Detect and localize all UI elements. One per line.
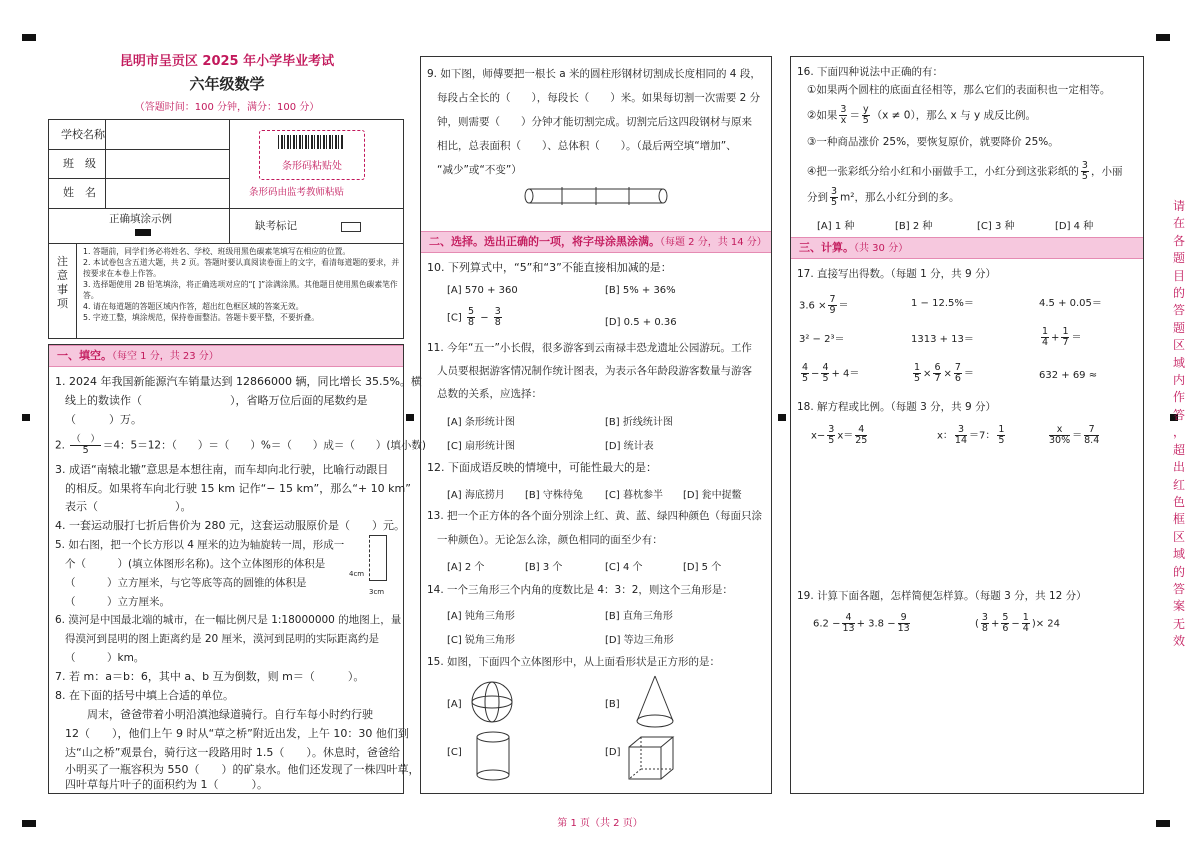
q8-line: 四叶草每片叶子的面积约为 1（ ）。 [65, 778, 268, 791]
registration-mark [406, 414, 414, 421]
side-notice-char: 题 [1172, 251, 1185, 266]
q8-line: 小明买了一瓶容积为 550（ ）的矿泉水。他们还发现了一株四叶草， [65, 763, 420, 776]
q17-line: 17. 直接写出得数。（每题 1 分，共 9 分） [797, 268, 996, 280]
q7-line: 7. 若 m：a＝b：6，其中 a、b 互为倒数，则 m＝（ ）。 [55, 670, 365, 683]
q3-line: 的相反。如果将车向北行驶 15 km 记作“− 15 km”，那么“+ 10 km” [65, 482, 411, 495]
q3-line: 表示（ ）。 [65, 500, 192, 513]
sphere-icon [469, 679, 515, 725]
q11-option-a[interactable]: [A] 条形统计图 [447, 417, 515, 428]
q11-option-d[interactable]: [D] 统计表 [605, 441, 654, 452]
q14-option-c[interactable]: [C] 锐角三角形 [447, 635, 515, 646]
q18-equation-1: x− $\frac{3}{5}$ x＝ $\frac{4}{25}$ [811, 424, 868, 446]
q19-line: 19. 计算下面各题，怎样简便怎样算。（每题 3 分，共 12 分） [797, 590, 1087, 602]
notes-list [83, 246, 401, 323]
subject-title: 六年级数学 [189, 75, 265, 93]
class-label: 班 级 [63, 157, 96, 170]
q17-item: $\frac{4}{5}$ − $\frac{4}{5}$ + 4＝ [802, 362, 860, 384]
cone-icon [633, 673, 677, 731]
side-notice-char: 域 [1172, 547, 1185, 562]
q13-option-c[interactable]: [C] 4 个 [605, 562, 643, 573]
q1-line: （ ）万。 [65, 413, 142, 426]
side-notice-char: 的 [1172, 564, 1185, 579]
q17-item: $\frac{1}{4}$ + $\frac{1}{7}$ ＝ [1042, 326, 1082, 348]
side-notice-char: 出 [1172, 460, 1185, 475]
side-notice-char: 色 [1172, 494, 1185, 509]
q17-item: 1313 + 13＝ [911, 334, 974, 345]
fill-example-swatch [135, 229, 151, 236]
q5-line: （ ）立方厘米。 [65, 596, 170, 608]
fill-example-label: 正确填涂示例 [109, 213, 172, 225]
cylinder-icon [473, 729, 513, 785]
q11-option-c[interactable]: [C] 扇形统计图 [447, 441, 515, 452]
barcode-area [259, 130, 365, 180]
q14-option-b[interactable]: [B] 直角三角形 [605, 611, 673, 622]
q15-option-b[interactable]: [B] [605, 699, 620, 710]
side-notice-char: 目 [1172, 268, 1185, 283]
q15-option-c[interactable]: [C] [447, 747, 462, 758]
barcode-note: 条形码由监考教师粘贴 [249, 187, 345, 198]
q18-equation-2: x： $\frac{3}{14}$ ＝7： $\frac{1}{5}$ [937, 424, 1005, 446]
q10-option-c[interactable]: [C] $\frac{5}{8}$ − $\frac{3}{8}$ [447, 306, 501, 328]
side-notice-char: 无 [1172, 616, 1185, 631]
registration-mark [22, 34, 36, 41]
q8-line: 12（ ），他们上午 9 时从“草之桥”附近出发，上午 10：30 他们到 [65, 727, 409, 740]
side-notice-char: 内 [1172, 373, 1185, 388]
q6-line: 6. 漠河是中国最北端的城市，在一幅比例尺是 1:18000000 的地图上，量 [55, 614, 402, 626]
exam-header [48, 50, 406, 113]
q10-line: 10. 下列算式中，“5”和“3”不能直接相加减的是： [427, 261, 672, 274]
q15-line: 15. 如图，下面四个立体图形中，从上面看形状是正方形的是： [427, 656, 721, 668]
side-notice-char: 的 [1172, 286, 1185, 301]
info-box [48, 119, 404, 339]
side-notice-char: 作 [1172, 390, 1185, 405]
side-notice-char: 红 [1172, 477, 1185, 492]
q16-statement-4b: 分到 $\frac{3}{5}$ m²，那么小红分到的多。 [807, 186, 960, 208]
section1-heading: 一、填空。（每空 1 分，共 23 分） [49, 345, 403, 367]
q12-line: 12. 下面成语反映的情境中，可能性最大的是： [427, 461, 657, 474]
q18-line: 18. 解方程或比例。（每题 3 分，共 9 分） [797, 401, 996, 413]
side-notice-char: 域 [1172, 355, 1185, 370]
fig-height-label: 4cm [349, 570, 365, 578]
side-notice-char: 答 [1172, 581, 1185, 596]
q17-item: 632 + 69 ≈ [1039, 370, 1098, 381]
q1-line: 1. 2024 年我国新能源汽车销量达到 12866000 辆，同比增长 35.5%。横 [55, 375, 422, 388]
absent-mark-box[interactable] [341, 222, 361, 232]
absent-mark-label: 缺考标记 [255, 220, 297, 232]
q13-line: 一种颜色）。无论怎么涂，颜色相同的面至少有： [437, 534, 663, 546]
side-notice-char: 超 [1172, 442, 1185, 457]
q14-option-d[interactable]: [D] 等边三角形 [605, 635, 674, 646]
side-notice-char: 案 [1172, 599, 1185, 614]
registration-mark [22, 414, 30, 421]
side-notice-char: 答 [1172, 303, 1185, 318]
cylinder-rod-figure [521, 185, 671, 207]
time-note: （答题时间：100 分钟，满分：100 分） [134, 102, 320, 113]
q10-option-a[interactable]: [A] 570 + 360 [447, 285, 518, 296]
note-item: 3. 选择题使用 2B 铅笔填涂，将正确选项对应的“[ ]”涂满涂黑。其他题目使用黑色碳素笔作答。 [83, 280, 398, 300]
q8-line: 8. 在下面的括号中填上合适的单位。 [55, 689, 234, 702]
notes-title: 注 意 事 项 [49, 243, 77, 338]
q11-line: 人员要根据游客情况制作统计图表，为表示各年龄段游客数量与游客 [437, 365, 752, 377]
note-item: 4. 请在每道题的答题区域内作答，超出红色框区域的答案无效。 [83, 302, 304, 311]
q11-line: 11. 今年“五一”小长假，很多游客到云南禄丰恐龙遗址公园游玩。工作 [427, 342, 752, 354]
cube-icon [625, 733, 677, 785]
q13-option-a[interactable]: [A] 2 个 [447, 562, 485, 573]
barcode-label: 条形码粘贴处 [282, 161, 342, 172]
q9-line: 9. 如下图，师傅要把一根长 a 米的圆柱形钢材切割成长度相同的 4 段， [427, 68, 761, 80]
side-notice-char: 各 [1172, 233, 1185, 248]
q11-option-b[interactable]: [B] 折线统计图 [605, 417, 673, 428]
side-notice-char: 区 [1172, 338, 1185, 353]
q13-option-b[interactable]: [B] 3 个 [525, 562, 563, 573]
side-notice-char: 在 [1172, 216, 1185, 231]
q11-line: 总数的关系，应选择： [437, 388, 542, 400]
side-notice-char: 题 [1172, 320, 1185, 335]
q13-line: 13. 把一个正方体的各个面分别涂上红、黄、蓝、绿四种颜色（每面只涂 [427, 510, 763, 522]
q16-option-b[interactable]: [B] 2 种 [895, 221, 933, 232]
q16-line: 16. 下面四种说法中正确的有： [797, 66, 944, 78]
q6-line: （ ）km。 [65, 652, 145, 664]
side-notice-char: 框 [1172, 512, 1185, 527]
q13-option-d[interactable]: [D] 5 个 [683, 562, 722, 573]
q17-item: 1 − 12.5%＝ [911, 298, 974, 309]
q16-statement-2: ②如果 $\frac{3}{x}$ ＝ $\frac{y}{5}$ （x ≠ 0），那么 x 与 y 成反比例。 [807, 104, 1036, 126]
q18-equation-3: $\frac{x}{30\%}$ ＝ $\frac{7}{8.4}$ [1049, 424, 1100, 446]
q14-line: 14. 一个三角形三个内角的度数比是 4：3：2，则这个三角形是： [427, 584, 733, 596]
section1-box [48, 344, 427, 794]
section2-heading: 二、选择。选出正确的一项，将字母涂黑涂满。（每题 2 分，共 14 分） [421, 231, 771, 253]
school-label: 学校名称 [61, 128, 105, 141]
column3-box [790, 56, 1144, 794]
registration-mark [778, 414, 786, 421]
q16-statement-1: ①如果两个圆柱的底面直径相等，那么它们的表面积也一定相等。 [807, 84, 1111, 96]
side-notice-char: ， [1172, 425, 1185, 440]
q16-statement-4: ④把一张彩纸分给小红和小丽做手工，小红分到这张彩纸的 $\frac{3}{5}$ ，小丽 [807, 160, 1123, 182]
q12-option-a[interactable]: [A] 海底捞月 [447, 490, 505, 501]
side-notice-char: 请 [1172, 199, 1185, 213]
q10-option-d[interactable]: [D] 0.5 + 0.36 [605, 317, 677, 328]
q4-line: 4. 一套运动服打七折后售价为 280 元，这套运动服原价是（ ）元。 [55, 519, 405, 532]
q5-line: 5. 如右图，把一个长方形以 4 厘米的边为轴旋转一周，形成一 [55, 539, 345, 551]
q12-option-b[interactable]: [B] 守株待兔 [525, 490, 583, 501]
name-label: 姓 名 [63, 186, 96, 199]
q5-line: （ ）立方厘米，与它等底等高的圆锥的体积是 [65, 577, 307, 589]
q16-option-a[interactable]: [A] 1 种 [817, 221, 855, 232]
q2-fraction: $\frac{( )}{5}$ [71, 434, 100, 456]
q17-item: 3.6 × $\frac{7}{9}$ ＝ [799, 294, 849, 316]
registration-mark [1156, 34, 1170, 41]
q2-line: 2. $\frac{( )}{5}$ ＝4：5＝12：（ ）＝（ ）%＝（ ）成＝（ ）(填小数) [55, 434, 427, 456]
q17-item: 4.5 + 0.05＝ [1039, 298, 1102, 309]
q16-statement-3: ③一种商品涨价 25%，要恢复原价，就要降价 25%。 [807, 136, 1059, 148]
column2-box [420, 56, 772, 794]
page-footer: 第 1 页（共 2 页） [557, 818, 643, 829]
q17-item: 3² − 2³＝ [799, 334, 845, 345]
q17-item: $\frac{1}{5}$ × $\frac{6}{7}$ × $\frac{7}{6}$ ＝ [914, 362, 974, 384]
note-item: 5. 字迹工整，填涂规范，保持卷面整洁。答题卡要平整，不要折叠。 [83, 313, 320, 322]
exam-title: 昆明市呈贡区 2025 年小学毕业考试 [119, 54, 335, 69]
q19-expression-2: ( $\frac{3}{8}$ + $\frac{5}{6}$ − $\frac{1}{4}$ )× 24 [975, 612, 1061, 634]
q9-line: 钟，则需要（ ）分钟才能切割完成。切割完后这四段钢材与原来 [437, 116, 752, 128]
q3-line: 3. 成语“南辕北辙”意思是本想往南，而车却向北行驶，比喻行动跟目 [55, 463, 389, 476]
side-notice-char: 区 [1172, 529, 1185, 544]
q15-option-a[interactable]: [A] [447, 699, 462, 710]
side-notice-char: 答 [1172, 407, 1185, 422]
q14-option-a[interactable]: [A] 钝角三角形 [447, 611, 515, 622]
q8-line: 周末，爸爸带着小明沿滇池绿道骑行。自行车每小时约行驶 [65, 708, 373, 721]
q19-expression-1: 6.2 − $\frac{4}{13}$ + 3.8 − $\frac{9}{13}$ [813, 612, 910, 634]
q1-line: 线上的数读作（ ），省略万位后面的尾数约是 [65, 394, 368, 407]
q6-line: 得漠河到昆明的图上距离约是 20 厘米，漠河到昆明的实际距离约是 [65, 633, 380, 645]
q5-line: 个（ ）(填立体图形名称)。这个立体图形的体积是 [65, 558, 326, 570]
side-notice [1172, 198, 1186, 651]
q10-option-b[interactable]: [B] 5% + 36% [605, 285, 676, 296]
q16-option-c[interactable]: [C] 3 种 [977, 221, 1015, 232]
side-notice-char: 效 [1172, 634, 1185, 649]
barcode-icon [278, 135, 344, 149]
section3-heading: 三、计算。（共 30 分） [791, 237, 1143, 259]
q12-option-c[interactable]: [C] 暮枕参半 [605, 490, 663, 501]
fig-width-label: 3cm [369, 588, 385, 596]
q16-option-d[interactable]: [D] 4 种 [1055, 221, 1094, 232]
q15-option-d[interactable]: [D] [605, 747, 621, 758]
rectangle-figure [369, 535, 387, 581]
note-item: 1. 答题前，同学们务必将姓名、学校、班级用黑色碳素笔填写在相应的位置。 [83, 247, 351, 256]
q9-line: 相比，总表面积（ ）、总体积（ ）。（最后两空填“增加”、 [437, 140, 737, 152]
q12-option-d[interactable]: [D] 瓮中捉鳖 [683, 490, 742, 501]
q9-line: “减少”或“不变”） [437, 164, 522, 176]
q8-line: 达“山之桥”观景台，骑行这一段路用时 1.5（ ）。休息时，爸爸给 [65, 746, 400, 759]
q9-line: 每段占全长的（ ），每段长（ ）米。如果每切割一次需要 2 分 [437, 92, 761, 104]
note-item: 2. 本试卷包含五道大题，共 2 页。答题时要认真阅读卷面上的文字，看清每道题的要求，并按要求在本卷上作答。 [83, 258, 400, 278]
